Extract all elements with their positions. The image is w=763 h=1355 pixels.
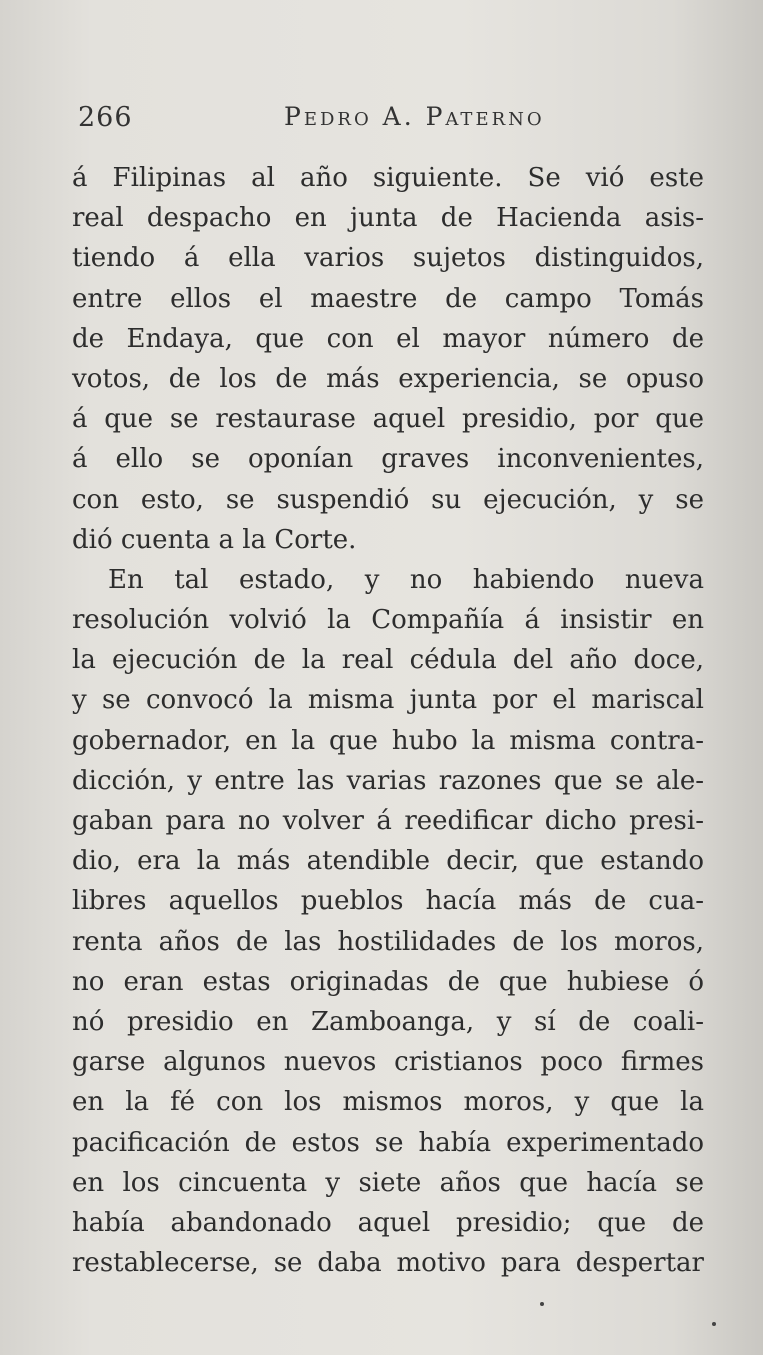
text-line: había abandonado aquel presidio; que de bbox=[72, 1207, 704, 1238]
text-line: libres aquellos pueblos hacía más de cua- bbox=[72, 886, 704, 917]
text-line: real despacho en junta de Hacienda asis- bbox=[72, 203, 704, 234]
body-text bbox=[72, 158, 704, 1283]
text-line: resolución volvió la Compañía á insistir en bbox=[72, 605, 704, 636]
running-head: Pedro A. Paterno bbox=[284, 102, 545, 131]
text-line: dicción, y entre las varias razones que se ale- bbox=[72, 765, 704, 796]
text-line: nó presidio en Zamboanga, y sí de coali- bbox=[72, 1006, 704, 1037]
text-line: á que se restaurase aquel presidio, por que bbox=[72, 404, 704, 435]
text-line: garse algunos nuevos cristianos poco firmes bbox=[72, 1047, 704, 1078]
text-line: con esto, se suspendió su ejecución, y se bbox=[72, 484, 704, 515]
text-line: no eran estas originadas de que hubiese ó bbox=[72, 966, 704, 997]
text-line: renta años de las hostilidades de los moros, bbox=[72, 926, 704, 957]
text-line: restablecerse, se daba motivo para despertar bbox=[72, 1248, 704, 1279]
paragraph-1 bbox=[72, 158, 704, 560]
text-line: á Filipinas al año siguiente. Se vió este bbox=[72, 163, 704, 193]
text-line: votos, de los de más experiencia, se opuso bbox=[72, 363, 704, 394]
ink-speck bbox=[540, 1302, 544, 1306]
text-line: dió cuenta a la Corte. bbox=[72, 524, 357, 555]
ink-speck bbox=[712, 1322, 716, 1326]
text-line: á ello se oponían graves inconvenientes, bbox=[72, 444, 704, 475]
text-line: de Endaya, que con el mayor número de bbox=[72, 323, 704, 354]
paragraph-2 bbox=[72, 560, 704, 1283]
text-line: y se convocó la misma junta por el mariscal bbox=[72, 685, 704, 716]
text-line: pacificación de estos se había experimentado bbox=[72, 1127, 704, 1158]
text-line: la ejecución de la real cédula del año doce, bbox=[72, 645, 704, 676]
text-line: tiendo á ella varios sujetos distinguidos, bbox=[72, 243, 704, 274]
text-line: dio, era la más atendible decir, que estando bbox=[72, 846, 704, 877]
page-number: 266 bbox=[78, 102, 133, 133]
text-line: En tal estado, y no habiendo nueva bbox=[108, 564, 704, 595]
text-line: gaban para no volver á reedificar dicho presi- bbox=[72, 806, 704, 836]
page-header bbox=[74, 102, 714, 142]
text-line: entre ellos el maestre de campo Tomás bbox=[72, 283, 704, 314]
text-line: gobernador, en la que hubo la misma contra- bbox=[72, 725, 704, 756]
text-line: en los cincuenta y siete años que hacía se bbox=[72, 1167, 704, 1198]
text-line: en la fé con los mismos moros, y que la bbox=[72, 1087, 704, 1118]
